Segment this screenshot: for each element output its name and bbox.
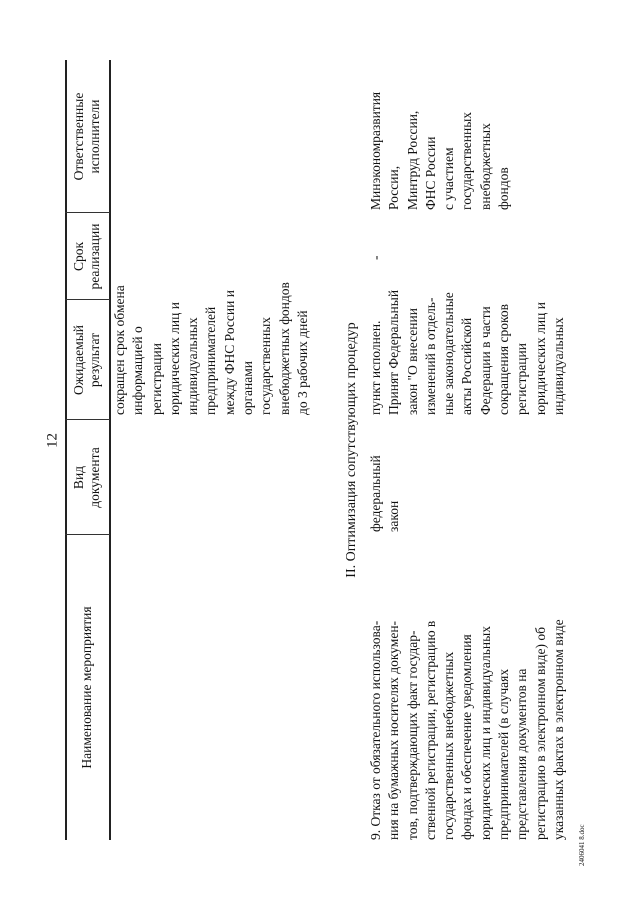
header-responsible-executors: Ответственные исполнители xyxy=(71,92,102,181)
row9-document-type: федеральный закон xyxy=(368,455,402,532)
header-deadline: Срок реализации xyxy=(71,223,102,290)
page-number: 12 xyxy=(44,433,61,448)
header-expected-result: Ожидаемый результат xyxy=(71,325,102,395)
row9-deadline: - xyxy=(368,255,383,260)
row9-expected-result: пункт исполнен. Принят Федеральный закон "О внесении изменений в отдель- ные законодательные акты Российской Федерации в части сокращения сроков регистрации юридических лиц и индивидуальных xyxy=(368,289,566,415)
header-bottom-rule xyxy=(109,60,111,840)
row9-measure: 9. Отказ от обязательного использова- ния на бумажных носителях докумен- тов, подтверждающих факт государ- ственной регистрации, регистрацию в государственных внебюджетных фондах и обеспечение уведомления юридических лиц и индивидуальных предпринимателей (в случаях представления документов на регистрацию в электронном виде) об указанных фактах в электронном виде xyxy=(368,619,566,840)
section-title: II. Оптимизация сопутствующих процедур xyxy=(344,322,359,578)
footer-file-name: 2406041 8.doc xyxy=(578,824,586,866)
header-document-type: Вид документа xyxy=(71,447,102,508)
document-table xyxy=(65,60,590,840)
continued-expected-result: сокращен срок обмена информацией о регистрации юридических лиц и индивидуальных предпринимателей между ФНС России и органами государственных внебюджетных фондов до 3 рабочих дней xyxy=(112,282,310,415)
table-top-rule xyxy=(65,60,67,840)
header-measure-name: Наименование мероприятия xyxy=(79,606,94,769)
row9-responsible-executors: Минэкономразвития России, Минтруд России, ФНС России с участием государственных внебюджетных фондов xyxy=(368,91,512,210)
